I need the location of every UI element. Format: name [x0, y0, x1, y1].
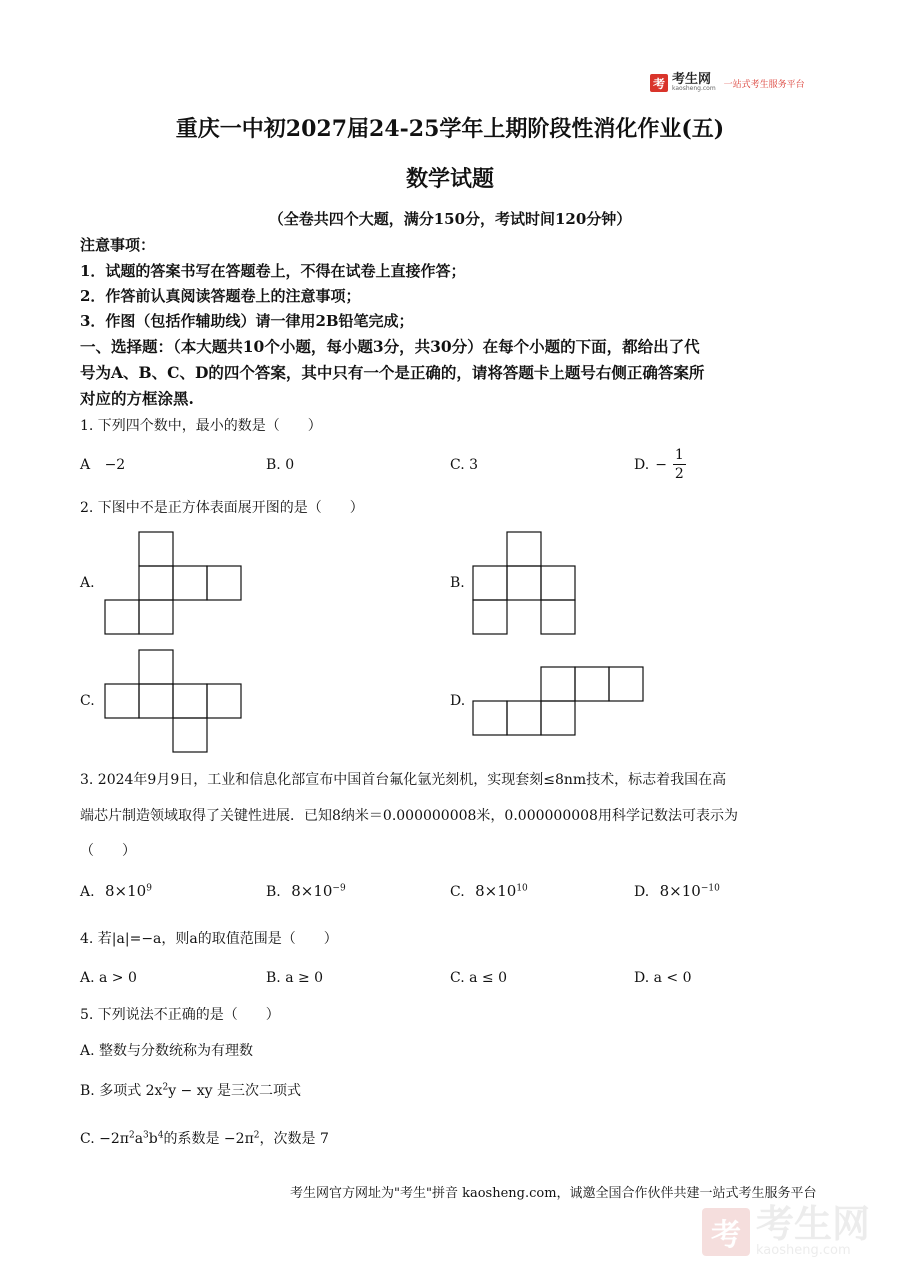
watermark — [702, 1202, 870, 1258]
q2-label-d: D. — [450, 693, 466, 709]
q5-option-b — [80, 1080, 301, 1100]
logo-slogan: 一站式考生服务平台 — [723, 79, 805, 90]
option-base: 8×10 — [291, 882, 333, 900]
option-label: C. — [450, 884, 465, 900]
watermark-domain: kaosheng.com — [755, 1243, 851, 1258]
exponent: 2 — [253, 1130, 260, 1141]
kaosheng-logo — [650, 74, 805, 92]
option-text: a — [134, 1131, 144, 1147]
net-square — [473, 701, 507, 735]
option-base: 8×10 — [659, 882, 701, 900]
cube-net-d — [473, 666, 648, 738]
q4-option-b: B. a ≥ 0 — [266, 970, 324, 986]
net-square — [105, 684, 139, 718]
kaosheng-logo-icon: 考 — [650, 74, 668, 92]
q1-option-b: B. 0 — [266, 457, 295, 473]
net-square — [139, 600, 173, 634]
exponent: 3 — [143, 1130, 149, 1141]
watermark-logo-icon: 考 — [702, 1208, 750, 1256]
net-square — [609, 667, 643, 701]
net-square — [139, 532, 173, 566]
option-exponent: 9 — [146, 883, 152, 894]
q5-option-c — [80, 1128, 329, 1148]
net-square — [207, 684, 241, 718]
q5-option-a: A. 整数与分数统称为有理数 — [80, 1043, 254, 1059]
net-square — [575, 667, 609, 701]
net-square — [105, 600, 139, 634]
logo-domain: kaosheng.com — [672, 85, 716, 92]
q1-option-d — [634, 446, 686, 483]
option-label: D. — [634, 884, 650, 900]
q1-option-c: C. 3 — [450, 457, 479, 473]
section1-intro: 号为A、B、C、D的四个答案，其中只有一个是正确的，请将答题卡上题号右侧正确答案所 — [80, 363, 705, 382]
notes-heading: 注意事项： — [80, 236, 156, 254]
q3-option-b — [266, 882, 346, 900]
exponent: 2 — [128, 1130, 135, 1141]
net-square — [139, 684, 173, 718]
exponent: 2 — [162, 1082, 169, 1093]
net-square — [173, 566, 207, 600]
note-item: 2．作答前认真阅读答题卷上的注意事项； — [80, 287, 361, 305]
numerator: 1 — [674, 447, 684, 463]
cube-net-b — [473, 531, 579, 637]
q2-label-a: A. — [80, 575, 95, 591]
page-footer: 考生网官方网址为"考生"拼音 kaosheng.com，诚邀全国合作伙伴共建一站式考生服务平台 — [290, 1186, 817, 1201]
section1-intro: 对应的方框涂黑. — [80, 389, 194, 408]
q4-option-a: A. a > 0 — [80, 970, 137, 986]
net-square — [473, 566, 507, 600]
net-square — [207, 566, 241, 600]
q3-stem: 端芯片制造领域取得了关键性进展．已知8纳米＝0.000000008米，0.000000008用科学记数法可表示为 — [80, 808, 738, 824]
net-square — [139, 650, 173, 684]
q4-stem: 4. 若|a|=−a，则a的取值范围是（ ） — [80, 931, 338, 947]
option-exponent: −9 — [332, 883, 346, 894]
q3-stem: （ ） — [80, 843, 136, 859]
option-label: A. — [80, 884, 95, 900]
q1-stem: 1. 下列四个数中，最小的数是（ ） — [80, 418, 322, 434]
q1-option-a — [80, 457, 125, 473]
net-square — [507, 532, 541, 566]
net-square — [473, 600, 507, 634]
watermark-name: 考生网 — [755, 1202, 870, 1246]
q2-label-c: C. — [80, 693, 95, 709]
section1-intro: 一、选择题：（本大题共10个小题，每小题3分，共30分）在每个小题的下面，都给出了代 — [80, 337, 700, 356]
option-label: A — [80, 457, 91, 473]
q2-label-b: B. — [450, 575, 465, 591]
q5-stem: 5. 下列说法不正确的是（ ） — [80, 1007, 280, 1023]
net-square — [173, 684, 207, 718]
q3-option-a — [80, 882, 152, 900]
cube-net-c — [105, 649, 245, 755]
q3-stem: 3. 2024年9月9日，工业和信息化部宣布中国首台氟化氩光刻机，实现套刻≤8nm技术，标志着我国在高 — [80, 772, 727, 788]
option-base: 8×10 — [475, 882, 517, 900]
option-value: −2 — [104, 457, 126, 473]
q2-stem: 2. 下图中不是正方体表面展开图的是（ ） — [80, 500, 364, 516]
option-text: C. −2π — [80, 1131, 129, 1147]
option-label: B. — [266, 884, 281, 900]
page-subtitle: 数学试题 — [405, 166, 494, 192]
option-text: b — [148, 1131, 158, 1147]
q4-option-c: C. a ≤ 0 — [450, 970, 507, 986]
option-text: y − xy 是三次二项式 — [168, 1083, 301, 1099]
option-exponent: 10 — [516, 883, 528, 894]
denominator: 2 — [674, 466, 684, 482]
minus-sign: − — [655, 456, 667, 473]
fraction — [673, 446, 686, 483]
exam-info: （全卷共四个大题，满分150分，考试时间120分钟） — [268, 210, 632, 228]
net-square — [173, 718, 207, 752]
net-square — [541, 701, 575, 735]
option-base: 8×10 — [105, 882, 147, 900]
logo-name: 考生网 — [672, 72, 712, 87]
net-square — [139, 566, 173, 600]
exponent: 4 — [157, 1130, 164, 1141]
watermark-wordmark — [755, 1202, 870, 1258]
q3-option-c — [450, 882, 528, 900]
note-item: 1．试题的答案书写在答题卷上，不得在试卷上直接作答； — [80, 262, 466, 280]
q4-option-d: D. a < 0 — [634, 970, 692, 986]
option-text: 的系数是 −2π — [163, 1131, 254, 1147]
cube-net-a — [105, 531, 245, 637]
option-exponent: −10 — [700, 883, 720, 894]
net-square — [541, 667, 575, 701]
q3-option-d — [634, 882, 720, 900]
net-square — [541, 566, 575, 600]
option-text: B. 多项式 2x — [80, 1083, 163, 1099]
page-title: 重庆一中初2027届24-25学年上期阶段性消化作业(五) — [175, 116, 725, 142]
logo-wordmark — [672, 74, 716, 92]
net-square — [507, 701, 541, 735]
option-text: ，次数是 7 — [259, 1131, 329, 1147]
net-square — [541, 600, 575, 634]
note-item: 3．作图（包括作辅助线）请一律用2B铅笔完成； — [80, 312, 414, 330]
net-square — [507, 566, 541, 600]
option-label: D. — [634, 456, 650, 473]
